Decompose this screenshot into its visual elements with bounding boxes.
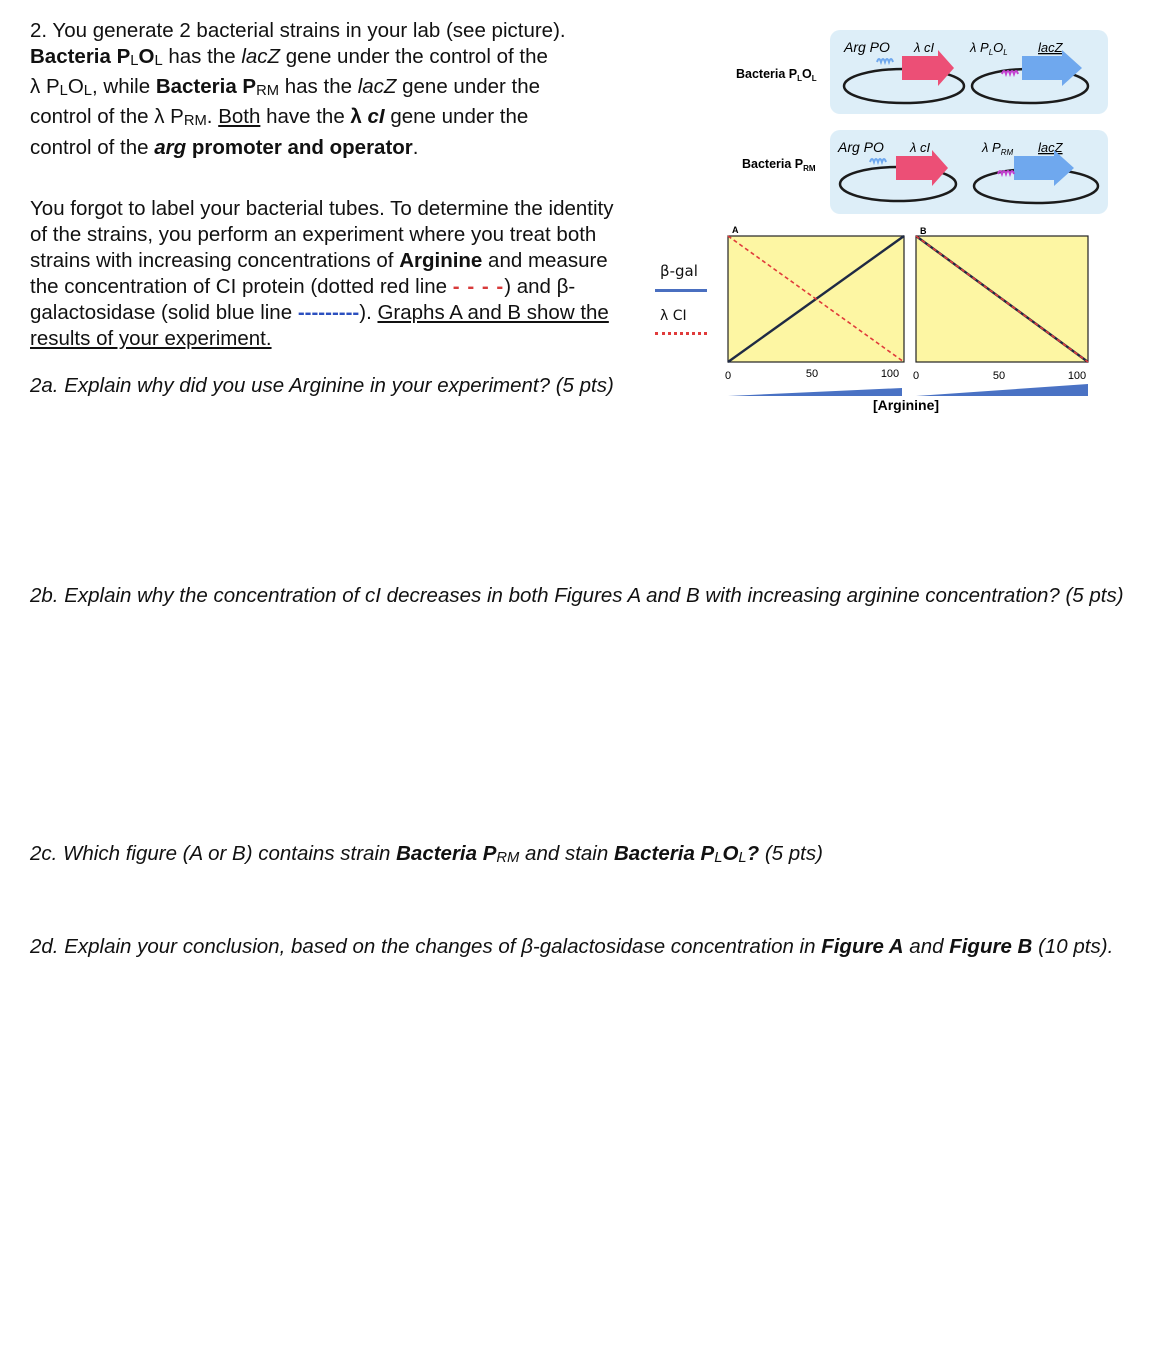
question-2b: 2b. Explain why the concentration of cI decreases in both Figures A and B with increasing arginine concentration? (5 pts) bbox=[30, 584, 1124, 607]
legend-ci-label: λ CI bbox=[660, 308, 687, 324]
blue-dash-sample: --------- bbox=[297, 301, 360, 324]
red-dash-sample: - - - - bbox=[452, 275, 505, 298]
strain1-gene1-label: λ cI bbox=[914, 40, 935, 55]
intro-line-2: Bacteria PLOL has the lacZ gene under the control of the bbox=[30, 45, 548, 70]
question-intro bbox=[30, 18, 630, 161]
strain1-promoter-label: Arg PO bbox=[844, 39, 890, 55]
graph-a-tick-0: 0 bbox=[724, 370, 732, 382]
graph-b bbox=[913, 226, 1088, 382]
strain2-promoter2-label: λ $P_{RM}$ bbox=[982, 140, 1014, 157]
legend-bgal-label: β-gal bbox=[660, 262, 698, 280]
graph-b-tick-50: 50 bbox=[992, 370, 1006, 382]
construct-strain2 bbox=[742, 130, 1108, 214]
strain1-label: Bacteria $P_LO_L$ bbox=[736, 67, 817, 83]
intro-line-3: λ PLOL, while Bacteria PRM has the lacZ gene under the bbox=[30, 75, 541, 100]
strain1-gene2-label: lacZ bbox=[1038, 40, 1063, 55]
intro-line-5: control of the arg promoter and operator. bbox=[30, 135, 419, 159]
intro-line-4: control of the λ PRM. Both have the λ cI gene under the bbox=[30, 105, 529, 130]
graph-b-title: B bbox=[920, 226, 927, 236]
question-2c: 2c. Which figure (A or B) contains strain Bacteria PRM and stain Bacteria PLOL? (5 pts) bbox=[30, 842, 823, 867]
graph-b-tick-0: 0 bbox=[912, 370, 920, 382]
legend-bgal-swatch bbox=[655, 289, 707, 292]
question-setup: You forgot to label your bacterial tubes. To determine the identity of the strains, you perform an experiment where you treat both strains with increasing concentrations of Arginine and measure the concentration of CI protein (dotted red line - - - -) and β-galactosidase (solid blue line ---------). Graphs A and B show the results of your experiment. bbox=[30, 197, 614, 350]
graph-a bbox=[725, 225, 904, 382]
strain1-promoter2-label: λ $P_LO_L$ bbox=[970, 40, 1008, 57]
legend-ci-swatch bbox=[655, 332, 707, 335]
arginine-axis-label: [Arginine] bbox=[872, 397, 940, 413]
arginine-gradient-a bbox=[728, 388, 902, 396]
arginine-gradient-b bbox=[916, 384, 1088, 396]
construct-strain1 bbox=[736, 30, 1108, 114]
strain2-label: Bacteria $P_{RM}$ bbox=[742, 157, 816, 173]
intro-line-1: 2. You generate 2 bacterial strains in your lab (see picture). bbox=[30, 19, 566, 42]
strain2-gene2-label: lacZ bbox=[1038, 140, 1063, 155]
figure-diagram bbox=[720, 22, 1120, 422]
graph-a-tick-50: 50 bbox=[805, 368, 819, 380]
question-2d: 2d. Explain your conclusion, based on the changes of β-galactosidase concentration in Figure A and Figure B (10 pts). bbox=[30, 935, 1114, 958]
question-2a: 2a. Explain why did you use Arginine in your experiment? (5 pts) bbox=[30, 374, 614, 397]
strain2-gene1-label: λ cI bbox=[910, 140, 931, 155]
graph-a-tick-100: 100 bbox=[880, 368, 900, 380]
graph-a-title: A bbox=[732, 225, 739, 235]
strain2-promoter-label: Arg PO bbox=[838, 139, 884, 155]
graph-b-tick-100: 100 bbox=[1067, 370, 1087, 382]
